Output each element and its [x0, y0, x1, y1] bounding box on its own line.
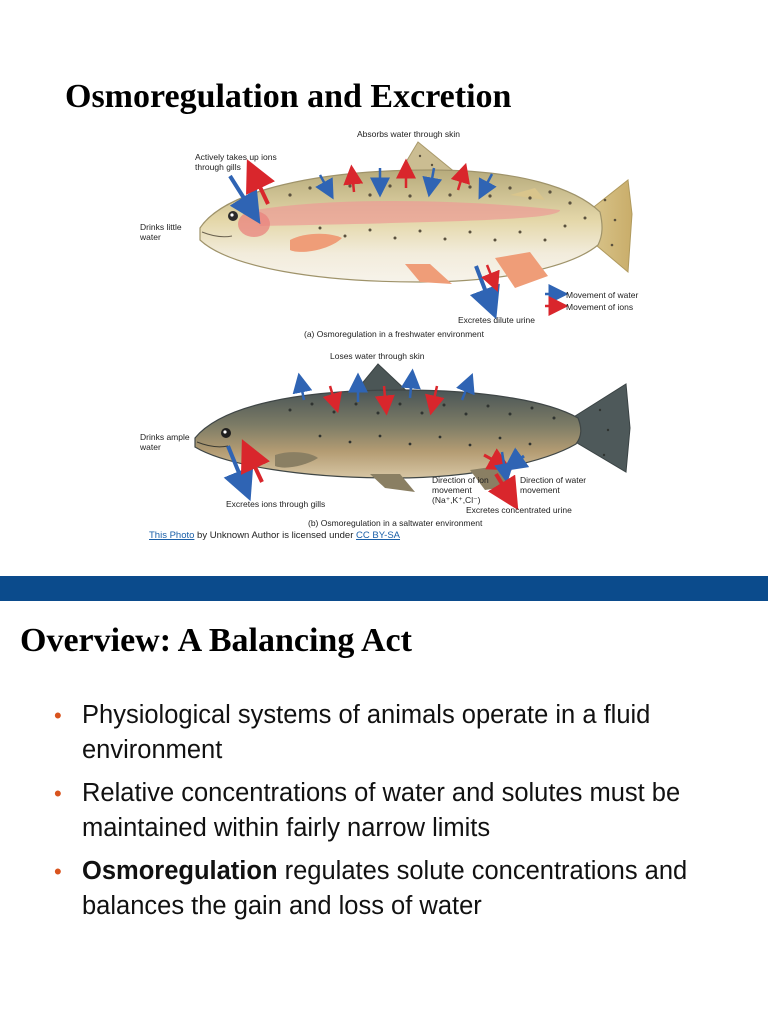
sw-gills-label: Excretes ions through gills: [226, 499, 326, 509]
photo-credit: [149, 530, 400, 541]
sw-ion-direction-line1: Direction of ion: [432, 475, 489, 485]
bullet-icon: •: [54, 859, 62, 884]
bullet-item: [50, 854, 740, 924]
bullet-item: [50, 698, 740, 768]
fw-gills-label-line1: Actively takes up ions: [195, 152, 277, 162]
slide-title-overview: Overview: A Balancing Act: [20, 622, 412, 659]
credit-text: by Unknown Author is licensed under: [194, 530, 357, 541]
photo-link[interactable]: This Photo: [149, 530, 195, 541]
sw-water-direction-line2: movement: [520, 485, 560, 495]
fw-absorbs-water-label: Absorbs water through skin: [357, 129, 460, 139]
freshwater-trout: [200, 142, 632, 308]
bullet-icon: •: [54, 781, 62, 806]
sw-ion-direction-line3: (Na⁺,K⁺,Cl⁻): [432, 495, 481, 505]
bullet-bold-term: Osmoregulation: [82, 857, 278, 885]
bullet-list: [50, 698, 740, 932]
license-link[interactable]: CC BY-SA: [356, 530, 401, 541]
slide-separator-band: [0, 576, 768, 601]
bullet-item: [50, 776, 740, 846]
sw-drinks-label-line1: Drinks ample: [140, 432, 190, 442]
fw-gills-label-line2: through gills: [195, 162, 241, 172]
legend-water-label: Movement of water: [566, 290, 639, 300]
bullet-text: Physiological systems of animals operate in a fluid environment: [82, 701, 651, 764]
sw-water-direction-line1: Direction of water: [520, 475, 587, 485]
sw-loses-water-label: Loses water through skin: [330, 351, 425, 361]
fw-caption: (a) Osmoregulation in a freshwater environment: [304, 329, 484, 339]
legend-ions-label: Movement of ions: [566, 302, 634, 312]
sw-caption: (b) Osmoregulation in a saltwater environment: [308, 518, 483, 528]
bullet-text: regulates solute concentrations and balances the gain and loss of water: [82, 857, 688, 920]
fw-drinks-label-line1: Drinks little: [140, 222, 182, 232]
fw-drinks-label-line2: water: [140, 232, 161, 242]
sw-urine-label: Excretes concentrated urine: [466, 505, 572, 515]
fw-urine-label: Excretes dilute urine: [458, 315, 536, 325]
bullet-icon: •: [54, 703, 62, 728]
sw-drinks-label-line2: water: [140, 442, 161, 452]
slide-title-osmoregulation: Osmoregulation and Excretion: [65, 78, 512, 115]
sw-ion-direction-line2: movement: [432, 485, 472, 495]
bullet-text: Relative concentrations of water and solutes must be maintained within fairly narrow limits: [82, 779, 681, 842]
